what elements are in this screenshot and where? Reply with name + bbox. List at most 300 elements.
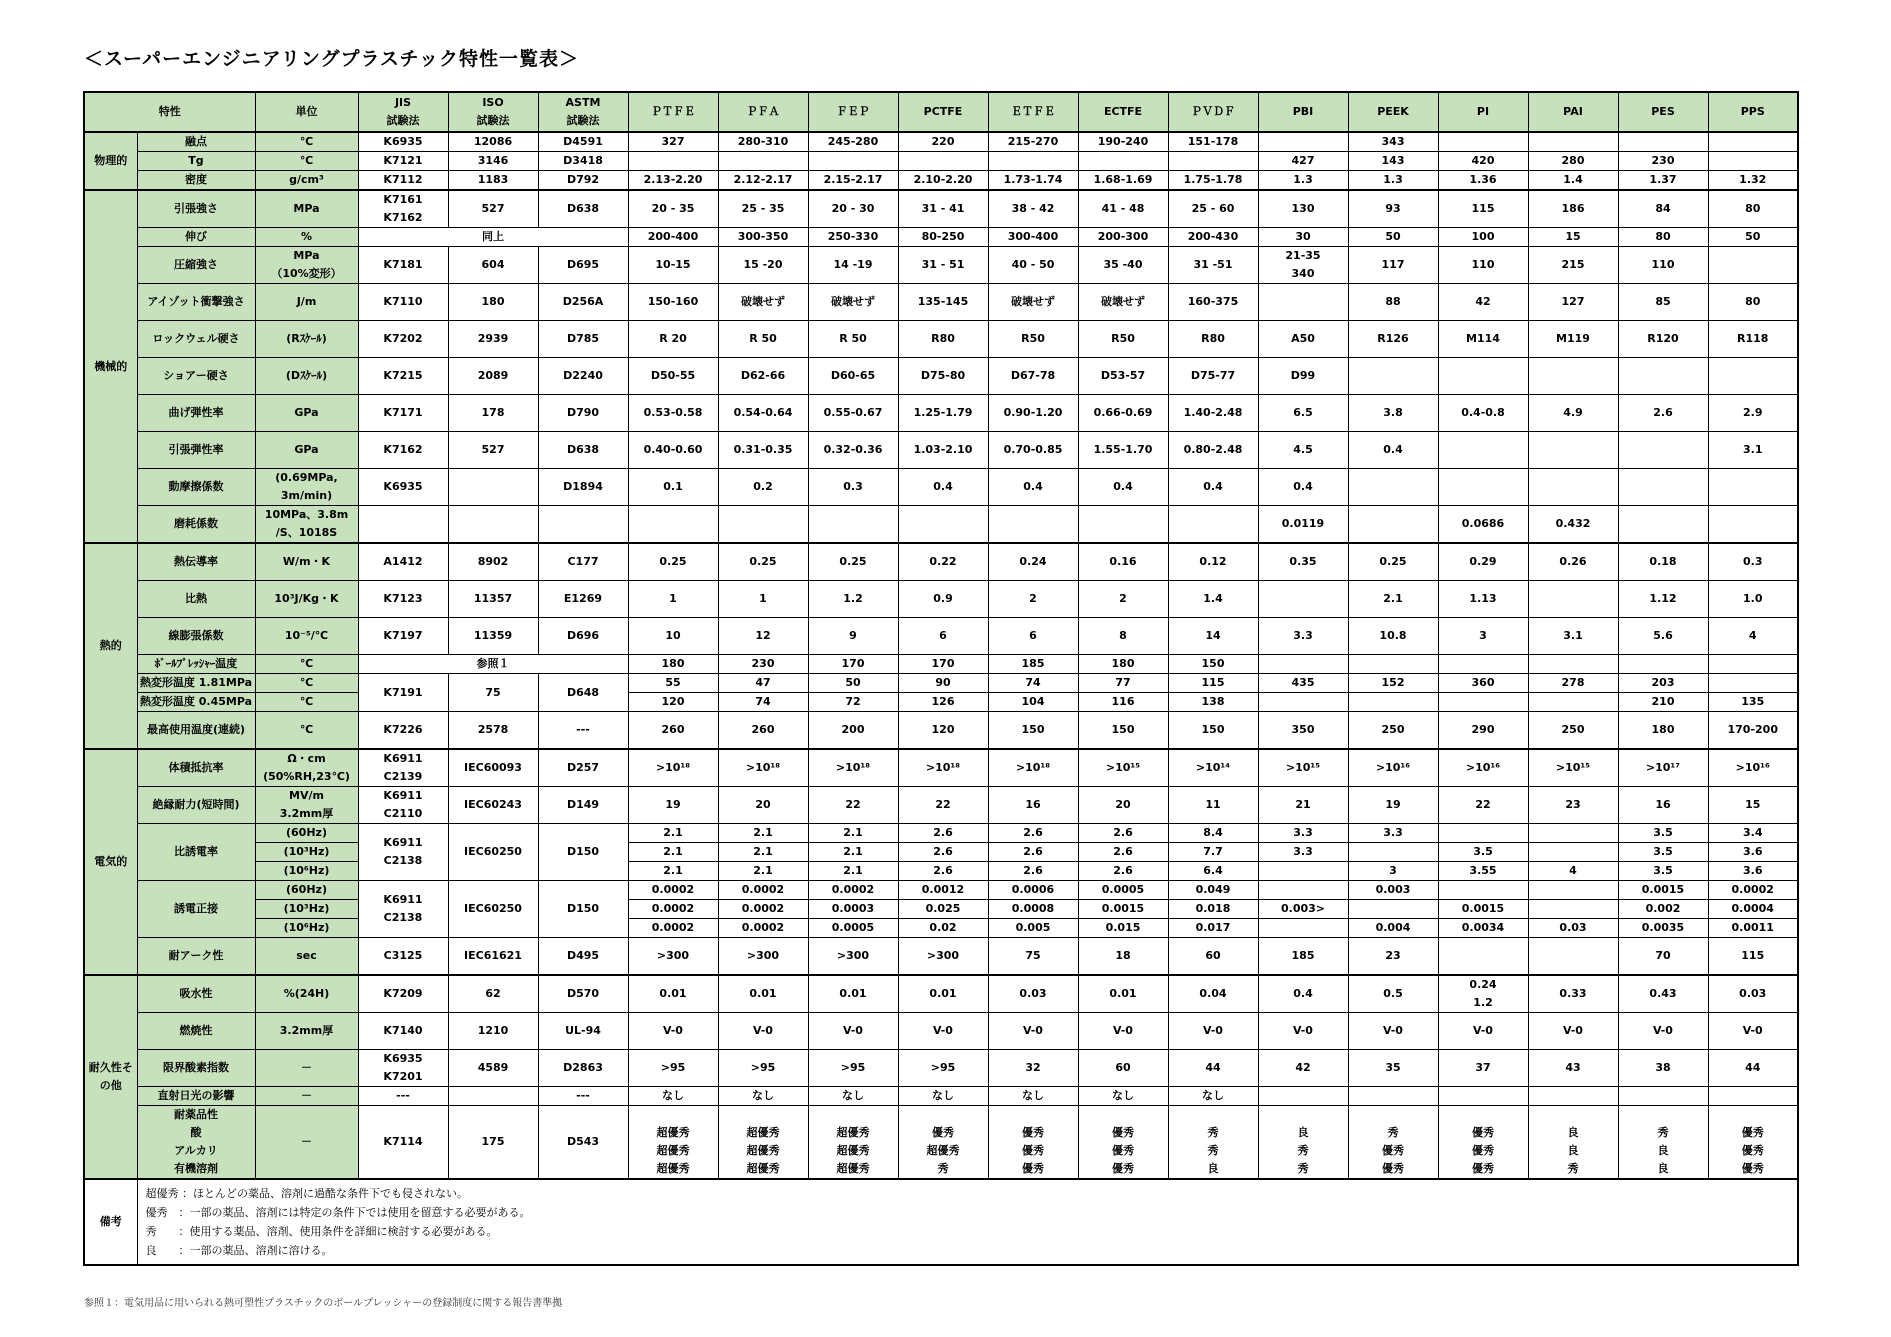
value-cell (1258, 881, 1348, 900)
value-cell (1708, 469, 1798, 506)
value-cell (1438, 824, 1528, 843)
value-cell (1528, 469, 1618, 506)
table-row (84, 358, 1798, 395)
remarks-row (84, 1179, 1798, 1265)
group-label: 耐久性その他 (84, 975, 137, 1179)
property-name: 限界酸素指数 (137, 1050, 255, 1087)
value-cell (1528, 693, 1618, 712)
value-cell: 0.43 (1618, 975, 1708, 1013)
unit-cell: (Dｽｹｰﾙ) (255, 358, 358, 395)
value-cell: 250 (1528, 712, 1618, 750)
astm-method: D257 (538, 749, 628, 787)
property-name: 線膨張係数 (137, 618, 255, 655)
value-cell: 2.1 (808, 824, 898, 843)
value-cell: 0.4 (1258, 975, 1348, 1013)
method-cell: 参照１ (358, 655, 628, 674)
value-cell: 22 (898, 787, 988, 824)
value-cell: 210 (1618, 693, 1708, 712)
value-cell: 1.73-1.74 (988, 171, 1078, 191)
value-cell (1618, 1087, 1708, 1106)
value-cell: R80 (898, 321, 988, 358)
value-cell: 0.31-0.35 (718, 432, 808, 469)
value-cell (1438, 881, 1528, 900)
value-cell: 152 (1348, 674, 1438, 693)
value-cell: 1.36 (1438, 171, 1528, 191)
value-cell: 0.0002 (718, 900, 808, 919)
value-cell: R 50 (718, 321, 808, 358)
table-row (84, 1013, 1798, 1050)
value-cell (628, 152, 718, 171)
value-cell (1528, 132, 1618, 152)
value-cell: V-0 (718, 1013, 808, 1050)
astm-method: D149 (538, 787, 628, 824)
value-cell: 0.004 (1348, 919, 1438, 938)
value-cell: 100 (1438, 228, 1528, 247)
property-name: 動摩擦係数 (137, 469, 255, 506)
column-header: ＰＶＤＦ (1168, 92, 1258, 132)
iso-method (448, 506, 538, 544)
value-cell: 40 - 50 (988, 247, 1078, 284)
value-cell: 280 (1528, 152, 1618, 171)
value-cell (1438, 469, 1528, 506)
value-cell: V-0 (1348, 1013, 1438, 1050)
value-cell: 0.01 (898, 975, 988, 1013)
value-cell: 60 (1078, 1050, 1168, 1087)
value-cell: 良 秀 秀 (1258, 1106, 1348, 1180)
jis-method: K6935 (358, 132, 448, 152)
table-row (84, 284, 1798, 321)
iso-method: 3146 (448, 152, 538, 171)
value-cell: 0.32-0.36 (808, 432, 898, 469)
value-cell: 15 -20 (718, 247, 808, 284)
value-cell: >10¹⁸ (988, 749, 1078, 787)
value-cell: >95 (808, 1050, 898, 1087)
value-cell: 0.01 (808, 975, 898, 1013)
value-cell: >10¹⁵ (1078, 749, 1168, 787)
property-name: 耐薬品性 酸 アルカリ 有機溶剤 (137, 1106, 255, 1180)
value-cell (1708, 506, 1798, 544)
value-cell: 19 (628, 787, 718, 824)
value-cell: 1.40-2.48 (1168, 395, 1258, 432)
value-cell: 200-430 (1168, 228, 1258, 247)
value-cell: 19 (1348, 787, 1438, 824)
value-cell: 超優秀 超優秀 超優秀 (808, 1106, 898, 1180)
property-name: ﾎﾞｰﾙﾌﾟﾚｯｼｬｰ温度 (137, 655, 255, 674)
jis-method: K7171 (358, 395, 448, 432)
value-cell: 150 (1168, 655, 1258, 674)
unit-cell: － (255, 1106, 358, 1180)
value-cell: なし (898, 1087, 988, 1106)
value-cell: 0.3 (1708, 543, 1798, 581)
value-cell: 55 (628, 674, 718, 693)
iso-method: 604 (448, 247, 538, 284)
value-cell: 0.66-0.69 (1078, 395, 1168, 432)
value-cell: 427 (1258, 152, 1348, 171)
value-cell: D75-80 (898, 358, 988, 395)
value-cell: 41 - 48 (1078, 190, 1168, 228)
value-cell: 15 (1708, 787, 1798, 824)
jis-method: K7191 (358, 674, 448, 712)
value-cell: 130 (1258, 190, 1348, 228)
value-cell: 1.25-1.79 (898, 395, 988, 432)
value-cell: V-0 (1528, 1013, 1618, 1050)
value-cell: 110 (1618, 247, 1708, 284)
table-row (84, 132, 1798, 152)
value-cell: 300-350 (718, 228, 808, 247)
value-cell: 420 (1438, 152, 1528, 171)
value-cell (1708, 655, 1798, 674)
value-cell: 0.35 (1258, 543, 1348, 581)
table-row (84, 469, 1798, 506)
astm-method: D696 (538, 618, 628, 655)
value-cell: 14 -19 (808, 247, 898, 284)
value-cell: 0.04 (1168, 975, 1258, 1013)
value-cell: 3 (1438, 618, 1528, 655)
unit-cell: ℃ (255, 655, 358, 674)
column-header: PBI (1258, 92, 1348, 132)
astm-method: D150 (538, 824, 628, 881)
iso-method: 2578 (448, 712, 538, 750)
value-cell: >10¹⁵ (1258, 749, 1348, 787)
value-cell: 3.1 (1528, 618, 1618, 655)
value-cell (1258, 581, 1348, 618)
value-cell (1438, 655, 1528, 674)
value-cell: >10¹⁸ (898, 749, 988, 787)
value-cell: 4 (1528, 862, 1618, 881)
table-row (84, 1050, 1798, 1087)
value-cell: >300 (898, 938, 988, 976)
value-cell: 435 (1258, 674, 1348, 693)
group-label: 機械的 (84, 190, 137, 543)
value-cell: 0.4 (1078, 469, 1168, 506)
value-cell: 260 (718, 712, 808, 750)
value-cell: 2.6 (988, 824, 1078, 843)
property-name: 引張強さ (137, 190, 255, 228)
value-cell: 6.4 (1168, 862, 1258, 881)
table-row (84, 975, 1798, 1013)
value-cell: 360 (1438, 674, 1528, 693)
astm-method: D150 (538, 881, 628, 938)
property-name: 曲げ弾性率 (137, 395, 255, 432)
value-cell: 0.22 (898, 543, 988, 581)
value-cell: 2.12-2.17 (718, 171, 808, 191)
value-cell: >10¹⁵ (1528, 749, 1618, 787)
value-cell: 47 (718, 674, 808, 693)
value-cell: 44 (1708, 1050, 1798, 1087)
value-cell: 120 (628, 693, 718, 712)
value-cell: 343 (1348, 132, 1438, 152)
astm-method: D790 (538, 395, 628, 432)
value-cell: V-0 (988, 1013, 1078, 1050)
value-cell: 14 (1168, 618, 1258, 655)
value-cell: 0.70-0.85 (988, 432, 1078, 469)
value-cell (1708, 674, 1798, 693)
value-cell: A50 (1258, 321, 1348, 358)
column-header: PEEK (1348, 92, 1438, 132)
value-cell: >300 (808, 938, 898, 976)
value-cell: 0.0002 (718, 919, 808, 938)
value-cell (1348, 1087, 1438, 1106)
value-cell: V-0 (1438, 1013, 1528, 1050)
value-cell: 2.15-2.17 (808, 171, 898, 191)
unit-cell: (60Hz) (255, 881, 358, 900)
value-cell: 127 (1528, 284, 1618, 321)
value-cell: 11 (1168, 787, 1258, 824)
column-header: ECTFE (1078, 92, 1168, 132)
value-cell: 0.017 (1168, 919, 1258, 938)
value-cell: 超優秀 超優秀 超優秀 (628, 1106, 718, 1180)
value-cell: 0.049 (1168, 881, 1258, 900)
value-cell: 0.24 1.2 (1438, 975, 1528, 1013)
astm-method: D792 (538, 171, 628, 191)
value-cell: V-0 (628, 1013, 718, 1050)
value-cell: 88 (1348, 284, 1438, 321)
jis-method: K7121 (358, 152, 448, 171)
value-cell (1168, 506, 1258, 544)
value-cell: 278 (1528, 674, 1618, 693)
unit-cell: ℃ (255, 674, 358, 693)
jis-method: K7197 (358, 618, 448, 655)
value-cell (1528, 581, 1618, 618)
value-cell: 0.0008 (988, 900, 1078, 919)
value-cell: 43 (1528, 1050, 1618, 1087)
column-header: PCTFE (898, 92, 988, 132)
value-cell: 75 (988, 938, 1078, 976)
value-cell: 0.01 (718, 975, 808, 1013)
value-cell: 0.003 (1348, 881, 1438, 900)
iso-method (448, 469, 538, 506)
value-cell (1258, 655, 1348, 674)
unit-cell: g/cm³ (255, 171, 358, 191)
value-cell: 2.1 (808, 843, 898, 862)
iso-method: 1210 (448, 1013, 538, 1050)
column-header: ＰＦＡ (718, 92, 808, 132)
value-cell: 0.0003 (808, 900, 898, 919)
value-cell (988, 506, 1078, 544)
column-header: PPS (1708, 92, 1798, 132)
jis-method: K7140 (358, 1013, 448, 1050)
value-cell: 25 - 60 (1168, 190, 1258, 228)
table-row (84, 712, 1798, 750)
value-cell: 151-178 (1168, 132, 1258, 152)
value-cell (1528, 824, 1618, 843)
value-cell: なし (988, 1087, 1078, 1106)
unit-cell: 10⁻⁵/℃ (255, 618, 358, 655)
table-row (84, 674, 1798, 693)
iso-method: 8902 (448, 543, 538, 581)
value-cell: 0.54-0.64 (718, 395, 808, 432)
value-cell: 4.9 (1528, 395, 1618, 432)
jis-method: K7110 (358, 284, 448, 321)
jis-method: K7181 (358, 247, 448, 284)
value-cell: 0.29 (1438, 543, 1528, 581)
value-cell: 2.6 (1078, 862, 1168, 881)
value-cell: 16 (988, 787, 1078, 824)
value-cell: 104 (988, 693, 1078, 712)
value-cell: 4.5 (1258, 432, 1348, 469)
value-cell: 0.0002 (628, 881, 718, 900)
value-cell: 3.6 (1708, 862, 1798, 881)
value-cell: R 50 (808, 321, 898, 358)
value-cell: 16 (1618, 787, 1708, 824)
value-cell: 70 (1618, 938, 1708, 976)
value-cell: M114 (1438, 321, 1528, 358)
value-cell (808, 506, 898, 544)
value-cell: 74 (988, 674, 1078, 693)
unit-cell: ℃ (255, 693, 358, 712)
value-cell: 20 - 35 (628, 190, 718, 228)
property-name: 熱伝導率 (137, 543, 255, 581)
value-cell: 2.13-2.20 (628, 171, 718, 191)
value-cell: 0.4 (898, 469, 988, 506)
property-name: 誘電正接 (137, 881, 255, 938)
value-cell: 良 良 秀 (1528, 1106, 1618, 1180)
unit-cell: W/m・K (255, 543, 358, 581)
value-cell: 破壊せず (988, 284, 1078, 321)
value-cell: 15 (1528, 228, 1618, 247)
astm-method: D495 (538, 938, 628, 976)
value-cell: 115 (1438, 190, 1528, 228)
unit-cell: J/m (255, 284, 358, 321)
value-cell: 80 (1618, 228, 1708, 247)
unit-cell: (10⁶Hz) (255, 862, 358, 881)
value-cell: R 20 (628, 321, 718, 358)
table-row (84, 228, 1798, 247)
value-cell: 5.6 (1618, 618, 1708, 655)
property-name: 圧縮強さ (137, 247, 255, 284)
value-cell: 8.4 (1168, 824, 1258, 843)
value-cell: 77 (1078, 674, 1168, 693)
value-cell (1348, 358, 1438, 395)
properties-table (83, 91, 1799, 1266)
value-cell: 290 (1438, 712, 1528, 750)
jis-method: K7114 (358, 1106, 448, 1180)
value-cell (1528, 881, 1618, 900)
value-cell: 93 (1348, 190, 1438, 228)
jis-method (358, 506, 448, 544)
group-label: 電気的 (84, 749, 137, 975)
property-name: 比熱 (137, 581, 255, 618)
column-header: 単位 (255, 92, 358, 132)
value-cell: 170 (808, 655, 898, 674)
value-cell: 21 (1258, 787, 1348, 824)
value-cell: 3.3 (1258, 618, 1348, 655)
property-name: 吸水性 (137, 975, 255, 1013)
value-cell: >10¹⁶ (1348, 749, 1438, 787)
value-cell: 0.16 (1078, 543, 1168, 581)
value-cell (1348, 655, 1438, 674)
value-cell: 0.80-2.48 (1168, 432, 1258, 469)
value-cell: D75-77 (1168, 358, 1258, 395)
value-cell: 0.0002 (718, 881, 808, 900)
table-row (84, 655, 1798, 674)
table-row (84, 843, 1798, 862)
property-name: 最高使用温度(連続) (137, 712, 255, 750)
property-name: 伸び (137, 228, 255, 247)
value-cell: >10¹⁸ (718, 749, 808, 787)
value-cell: 20 - 30 (808, 190, 898, 228)
iso-method: 178 (448, 395, 538, 432)
value-cell (1618, 132, 1708, 152)
value-cell: 35 -40 (1078, 247, 1168, 284)
value-cell: 2.1 (628, 824, 718, 843)
property-name: Tg (137, 152, 255, 171)
value-cell: 2.6 (1618, 395, 1708, 432)
unit-cell: ℃ (255, 152, 358, 171)
value-cell: 21-35 340 (1258, 247, 1348, 284)
value-cell: 0.4 (1258, 469, 1348, 506)
value-cell: 180 (1078, 655, 1168, 674)
property-name: 磨耗係数 (137, 506, 255, 544)
property-name: アイゾット衝撃強さ (137, 284, 255, 321)
value-cell: 優秀 優秀 優秀 (1078, 1106, 1168, 1180)
property-name: 体積抵抗率 (137, 749, 255, 787)
value-cell: 優秀 超優秀 秀 (898, 1106, 988, 1180)
value-cell (1528, 843, 1618, 862)
value-cell: 143 (1348, 152, 1438, 171)
value-cell: 72 (808, 693, 898, 712)
value-cell: 2 (988, 581, 1078, 618)
value-cell: 3.55 (1438, 862, 1528, 881)
value-cell: V-0 (1708, 1013, 1798, 1050)
value-cell: 1.3 (1348, 171, 1438, 191)
value-cell: 10-15 (628, 247, 718, 284)
value-cell: V-0 (898, 1013, 988, 1050)
jis-method: K6935 (358, 469, 448, 506)
value-cell (1618, 469, 1708, 506)
value-cell: 200-300 (1078, 228, 1168, 247)
property-name: 密度 (137, 171, 255, 191)
value-cell: 0.0015 (1618, 881, 1708, 900)
header-row (84, 92, 1798, 132)
value-cell: 0.33 (1528, 975, 1618, 1013)
table-row (84, 862, 1798, 881)
iso-method: 4589 (448, 1050, 538, 1087)
value-cell (1348, 900, 1438, 919)
value-cell: なし (718, 1087, 808, 1106)
value-cell: 0.4 (1168, 469, 1258, 506)
value-cell: 1.0 (1708, 581, 1798, 618)
value-cell (1618, 506, 1708, 544)
value-cell: 6 (988, 618, 1078, 655)
value-cell: 84 (1618, 190, 1708, 228)
astm-method: D695 (538, 247, 628, 284)
value-cell (1708, 247, 1798, 284)
value-cell: 0.2 (718, 469, 808, 506)
value-cell: 32 (988, 1050, 1078, 1087)
value-cell: 2.1 (718, 862, 808, 881)
unit-cell: (10⁶Hz) (255, 919, 358, 938)
value-cell: 0.3 (808, 469, 898, 506)
iso-method: 1183 (448, 171, 538, 191)
value-cell: 220 (898, 132, 988, 152)
value-cell: 0.03 (988, 975, 1078, 1013)
value-cell: 0.25 (1348, 543, 1438, 581)
value-cell: 180 (1618, 712, 1708, 750)
remarks-label: 備考 (84, 1179, 137, 1265)
unit-cell: (10³Hz) (255, 843, 358, 862)
value-cell: 2.9 (1708, 395, 1798, 432)
property-name: 比誘電率 (137, 824, 255, 881)
astm-method: D570 (538, 975, 628, 1013)
value-cell: 1.13 (1438, 581, 1528, 618)
value-cell: V-0 (1618, 1013, 1708, 1050)
table-row (84, 618, 1798, 655)
value-cell: >10¹⁶ (1438, 749, 1528, 787)
column-header: ＰＴＦＥ (628, 92, 718, 132)
value-cell (1528, 938, 1618, 976)
value-cell (1348, 506, 1438, 544)
